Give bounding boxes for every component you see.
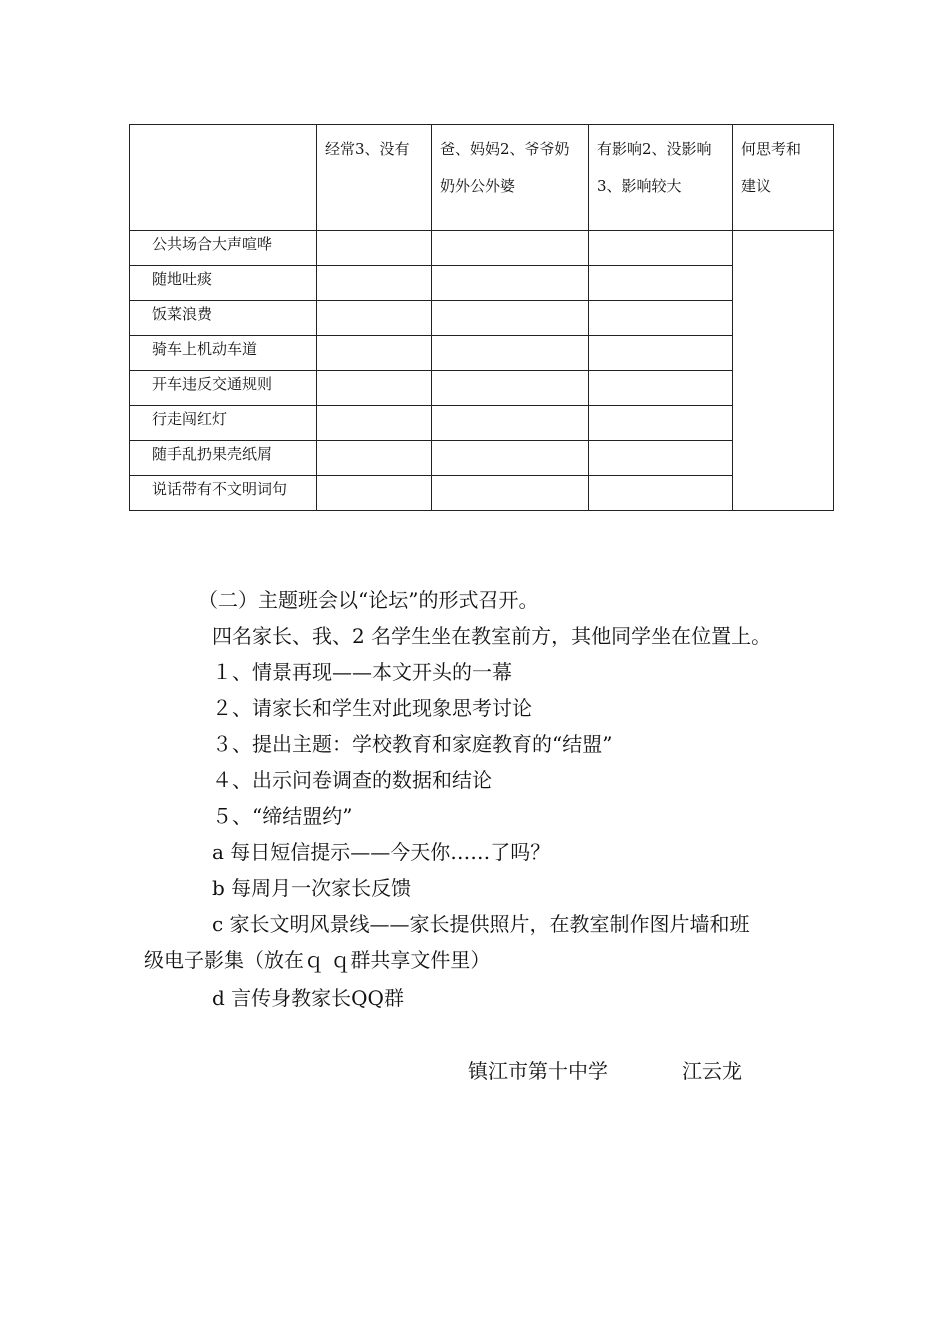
header-cell-suggestion: 何思考和 建议 xyxy=(733,125,834,231)
table-cell xyxy=(589,441,733,476)
table-cell xyxy=(317,371,432,406)
sub-item-b: b 每周月一次家长反馈 xyxy=(212,876,412,900)
table-cell xyxy=(589,336,733,371)
table-row xyxy=(130,336,834,371)
sub-item-c: c 家长文明风景线——家长提供照片，在教室制作图片墙和班 xyxy=(212,912,750,936)
table-cell xyxy=(317,336,432,371)
table-cell xyxy=(317,476,432,511)
suggestion-merged-cell xyxy=(733,231,834,511)
header-cell-frequency: 经常3、没有 xyxy=(317,125,432,231)
table-cell xyxy=(432,266,589,301)
table-cell xyxy=(317,231,432,266)
section-title: （二）主题班会以“论坛”的形式召开。 xyxy=(198,588,539,612)
table-cell xyxy=(589,371,733,406)
header-cell-family: 爸、妈妈2、爷爷奶 奶外公外婆 xyxy=(432,125,589,231)
table-cell xyxy=(432,371,589,406)
table-row xyxy=(130,406,834,441)
row-label: 随地吐痰 xyxy=(130,266,317,301)
table-cell xyxy=(317,441,432,476)
step-item: ４、出示问卷调查的数据和结论 xyxy=(212,768,492,792)
table-cell xyxy=(432,231,589,266)
table-row xyxy=(130,301,834,336)
table-row xyxy=(130,231,834,266)
table-row xyxy=(130,371,834,406)
header-cell-influence: 有影响2、没影响 3、影响较大 xyxy=(589,125,733,231)
table-cell xyxy=(317,266,432,301)
step-item: ３、提出主题：学校教育和家庭教育的“结盟” xyxy=(212,732,613,756)
row-label: 饭菜浪费 xyxy=(130,301,317,336)
row-label: 公共场合大声喧哗 xyxy=(130,231,317,266)
survey-table xyxy=(129,124,834,511)
table-cell xyxy=(432,336,589,371)
row-label: 说话带有不文明词句 xyxy=(130,476,317,511)
signature-school: 镇江市第十中学 xyxy=(468,1059,608,1083)
header-cell-empty xyxy=(130,125,317,231)
table-row xyxy=(130,266,834,301)
table-row xyxy=(130,476,834,511)
step-item: １、情景再现——本文开头的一幕 xyxy=(212,660,512,684)
table-header-row xyxy=(130,125,834,231)
table-cell xyxy=(589,266,733,301)
intro-paragraph: 四名家长、我、2 名学生坐在教室前方，其他同学坐在位置上。 xyxy=(212,624,772,648)
table-cell xyxy=(589,476,733,511)
table-row xyxy=(130,441,834,476)
table-cell xyxy=(432,476,589,511)
row-label: 骑车上机动车道 xyxy=(130,336,317,371)
row-label: 开车违反交通规则 xyxy=(130,371,317,406)
table-cell xyxy=(432,406,589,441)
row-label: 随手乱扔果壳纸屑 xyxy=(130,441,317,476)
table-cell xyxy=(589,406,733,441)
sub-item-c-continued: 级电子影集（放在ｑ ｑ群共享文件里） xyxy=(144,948,491,972)
sub-item-d: d 言传身教家长QQ群 xyxy=(212,986,404,1010)
table-cell xyxy=(589,301,733,336)
table-cell xyxy=(589,231,733,266)
table-cell xyxy=(432,301,589,336)
step-item: ５、“缔结盟约” xyxy=(212,804,353,828)
table-cell xyxy=(432,441,589,476)
table-cell xyxy=(317,406,432,441)
table-cell xyxy=(317,301,432,336)
row-label: 行走闯红灯 xyxy=(130,406,317,441)
signature-author: 江云龙 xyxy=(682,1059,742,1083)
sub-item-a: a 每日短信提示——今天你……了吗？ xyxy=(212,840,551,864)
step-item: ２、请家长和学生对此现象思考讨论 xyxy=(212,696,532,720)
